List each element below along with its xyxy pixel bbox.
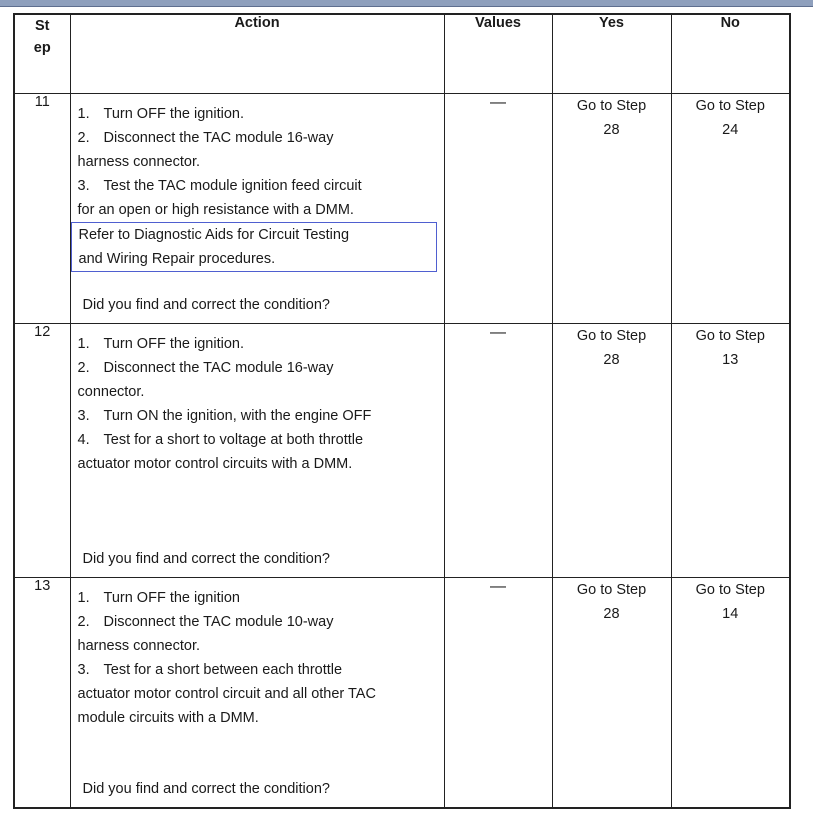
action-line: 1. Turn OFF the ignition. (77, 336, 244, 352)
action-line: harness connector. (77, 154, 201, 170)
value-cell: — (444, 94, 552, 324)
reference-note-line[interactable]: Refer to Diagnostic Aids for Circuit Testing (78, 227, 350, 243)
no-goto-label: Go to Step (695, 328, 765, 344)
no-goto-label: Go to Step (695, 98, 765, 114)
action-cell (70, 94, 444, 324)
diagnostic-table (13, 13, 791, 809)
step-number: 13 (14, 578, 70, 809)
question-text: Did you find and correct the condition? (82, 551, 330, 567)
reference-note-line[interactable]: and Wiring Repair procedures. (78, 251, 276, 267)
action-line: for an open or high resistance with a DMM. (77, 202, 354, 218)
yes-goto-label: Go to Step (576, 98, 647, 114)
header-yes: Yes (552, 14, 671, 94)
action-line: 4. Test for a short to voltage at both throttle (77, 432, 364, 448)
action-line: 1. Turn OFF the ignition. (77, 106, 244, 122)
window-top-bar (0, 0, 813, 7)
no-cell (671, 324, 790, 578)
no-goto-step: 13 (722, 352, 739, 368)
header-step-line2: ep (33, 40, 51, 56)
no-goto-label: Go to Step (695, 582, 765, 598)
table-row (14, 324, 790, 578)
action-line: 2. Disconnect the TAC module 16-way (77, 130, 334, 146)
yes-cell (552, 578, 671, 809)
action-cell (70, 324, 444, 578)
no-cell (671, 94, 790, 324)
table-row (14, 578, 790, 809)
action-line: module circuits with a DMM. (77, 710, 259, 726)
action-line: harness connector. (77, 638, 201, 654)
yes-goto-label: Go to Step (576, 582, 647, 598)
action-line: 3. Test the TAC module ignition feed circuit (77, 178, 362, 194)
table-row (14, 94, 790, 324)
yes-cell (552, 94, 671, 324)
action-line: actuator motor control circuits with a DMM. (77, 456, 353, 472)
question-text: Did you find and correct the condition? (82, 781, 330, 797)
action-line: connector. (77, 384, 145, 400)
action-cell (70, 578, 444, 809)
reference-link-box[interactable] (71, 222, 437, 272)
header-step (14, 14, 70, 94)
header-action: Action (70, 14, 444, 94)
value-cell: — (444, 324, 552, 578)
step-number: 11 (14, 94, 70, 324)
question-text: Did you find and correct the condition? (82, 297, 330, 313)
header-values: Values (444, 14, 552, 94)
action-line: 3. Test for a short between each throttle (77, 662, 343, 678)
yes-goto-step: 28 (603, 606, 620, 622)
step-number: 12 (14, 324, 70, 578)
no-cell (671, 578, 790, 809)
yes-goto-step: 28 (603, 352, 620, 368)
yes-goto-label: Go to Step (576, 328, 647, 344)
header-no: No (671, 14, 790, 94)
header-row (14, 14, 790, 94)
value-cell: — (444, 578, 552, 809)
yes-cell (552, 324, 671, 578)
yes-goto-step: 28 (603, 122, 620, 138)
action-line: 3. Turn ON the ignition, with the engine OFF (77, 408, 372, 424)
action-line: actuator motor control circuit and all other TAC (77, 686, 376, 702)
document-page (0, 9, 813, 825)
action-line: 2. Disconnect the TAC module 16-way (77, 360, 334, 376)
no-goto-step: 24 (722, 122, 739, 138)
no-goto-step: 14 (722, 606, 739, 622)
action-line: 2. Disconnect the TAC module 10-way (77, 614, 334, 630)
action-line: 1. Turn OFF the ignition (77, 590, 240, 606)
header-step-line1: St (35, 18, 50, 34)
